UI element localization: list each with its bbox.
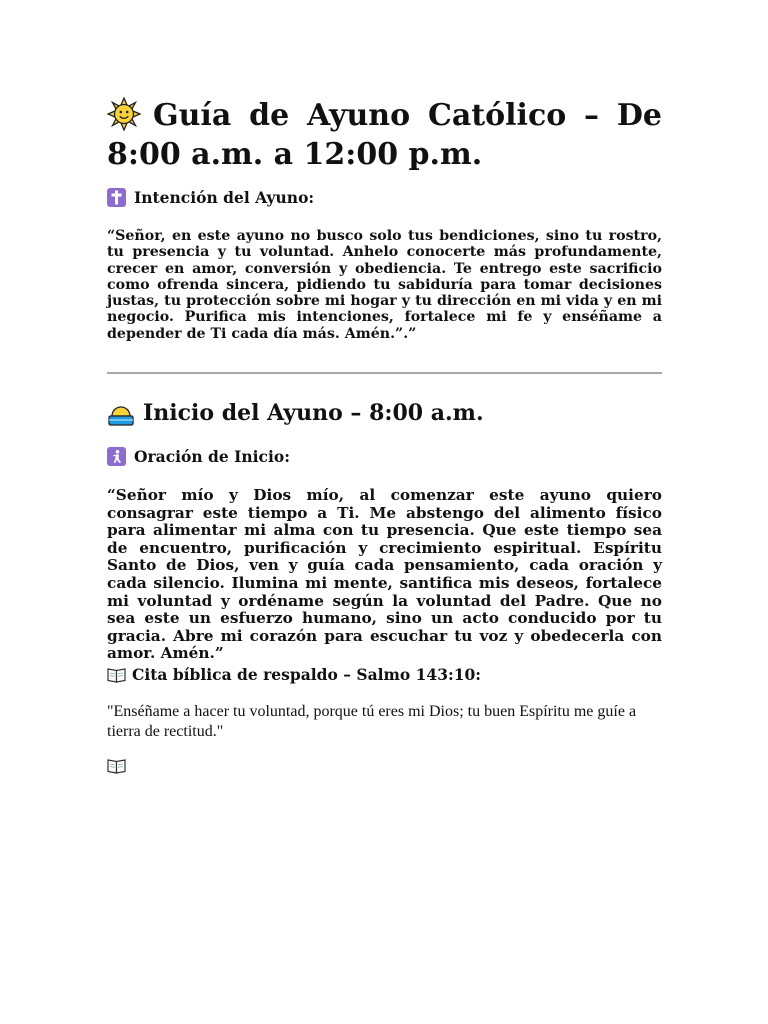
section-divider	[107, 372, 662, 374]
intention-text: “Señor, en este ayuno no busco solo tus bendiciones, sino tu rostro, tu presencia y tu voluntad. Anhelo conocerte más profundamente, crecer en amor, conversión y obediencia. Te entrego este sacrificio como ofrenda sincera, pidiendo tu sabiduría para tomar decisiones justas, tu protección sobre mi hogar y tu dirección en mi vida y en mi negocio. Purifica mis intenciones, fortalece mi fe y enséñame a depender de Ti cada día más. Amén.”.”	[107, 228, 662, 342]
citation-text: "Enséñame a hacer tu voluntad, porque tú eres mi Dios; tu buen Espíritu me guíe a tierra de rectitud."	[107, 703, 637, 740]
trailing-book-row	[107, 758, 132, 774]
latin-cross-icon	[107, 188, 126, 207]
kneeling-person-icon	[107, 447, 126, 466]
citation-heading-row	[107, 665, 481, 684]
open-book-icon	[107, 758, 126, 774]
sunrise-icon	[107, 399, 135, 427]
prayer-heading: Oración de Inicio:	[134, 447, 290, 466]
sun-with-face-icon	[107, 97, 141, 131]
prayer-heading-row	[107, 447, 290, 466]
start-section-heading: Inicio del Ayuno – 8:00 a.m.	[107, 397, 484, 429]
page-title: Guía de Ayuno Católico – De 8:00 a.m. a 12:00 p.m.	[107, 98, 662, 172]
prayer-text: “Señor mío y Dios mío, al comenzar este ayuno quiero consagrar este tiempo a Ti. Me abstengo del alimento físico para alimentar mi alma con tu presencia. Que este tiempo sea de encuentro, purificación y crecimiento espiritual. Espíritu Santo de Dios, ven y guía cada pensamiento, cada oración y cada silencio. Ilumina mi mente, santifica mis deseos, fortalece mi voluntad y ordéname según la voluntad del Padre. Que no sea este un esfuerzo humano, sino un acto conducido por tu gracia. Abre mi corazón para escuchar tu voz y obedecerla con amor. Amén.”	[107, 486, 662, 663]
open-book-icon	[107, 667, 126, 683]
intention-heading-row	[107, 188, 314, 207]
citation-heading: Cita bíblica de respaldo – Salmo 143:10:	[132, 665, 482, 684]
intention-heading: Intención del Ayuno:	[134, 188, 315, 207]
